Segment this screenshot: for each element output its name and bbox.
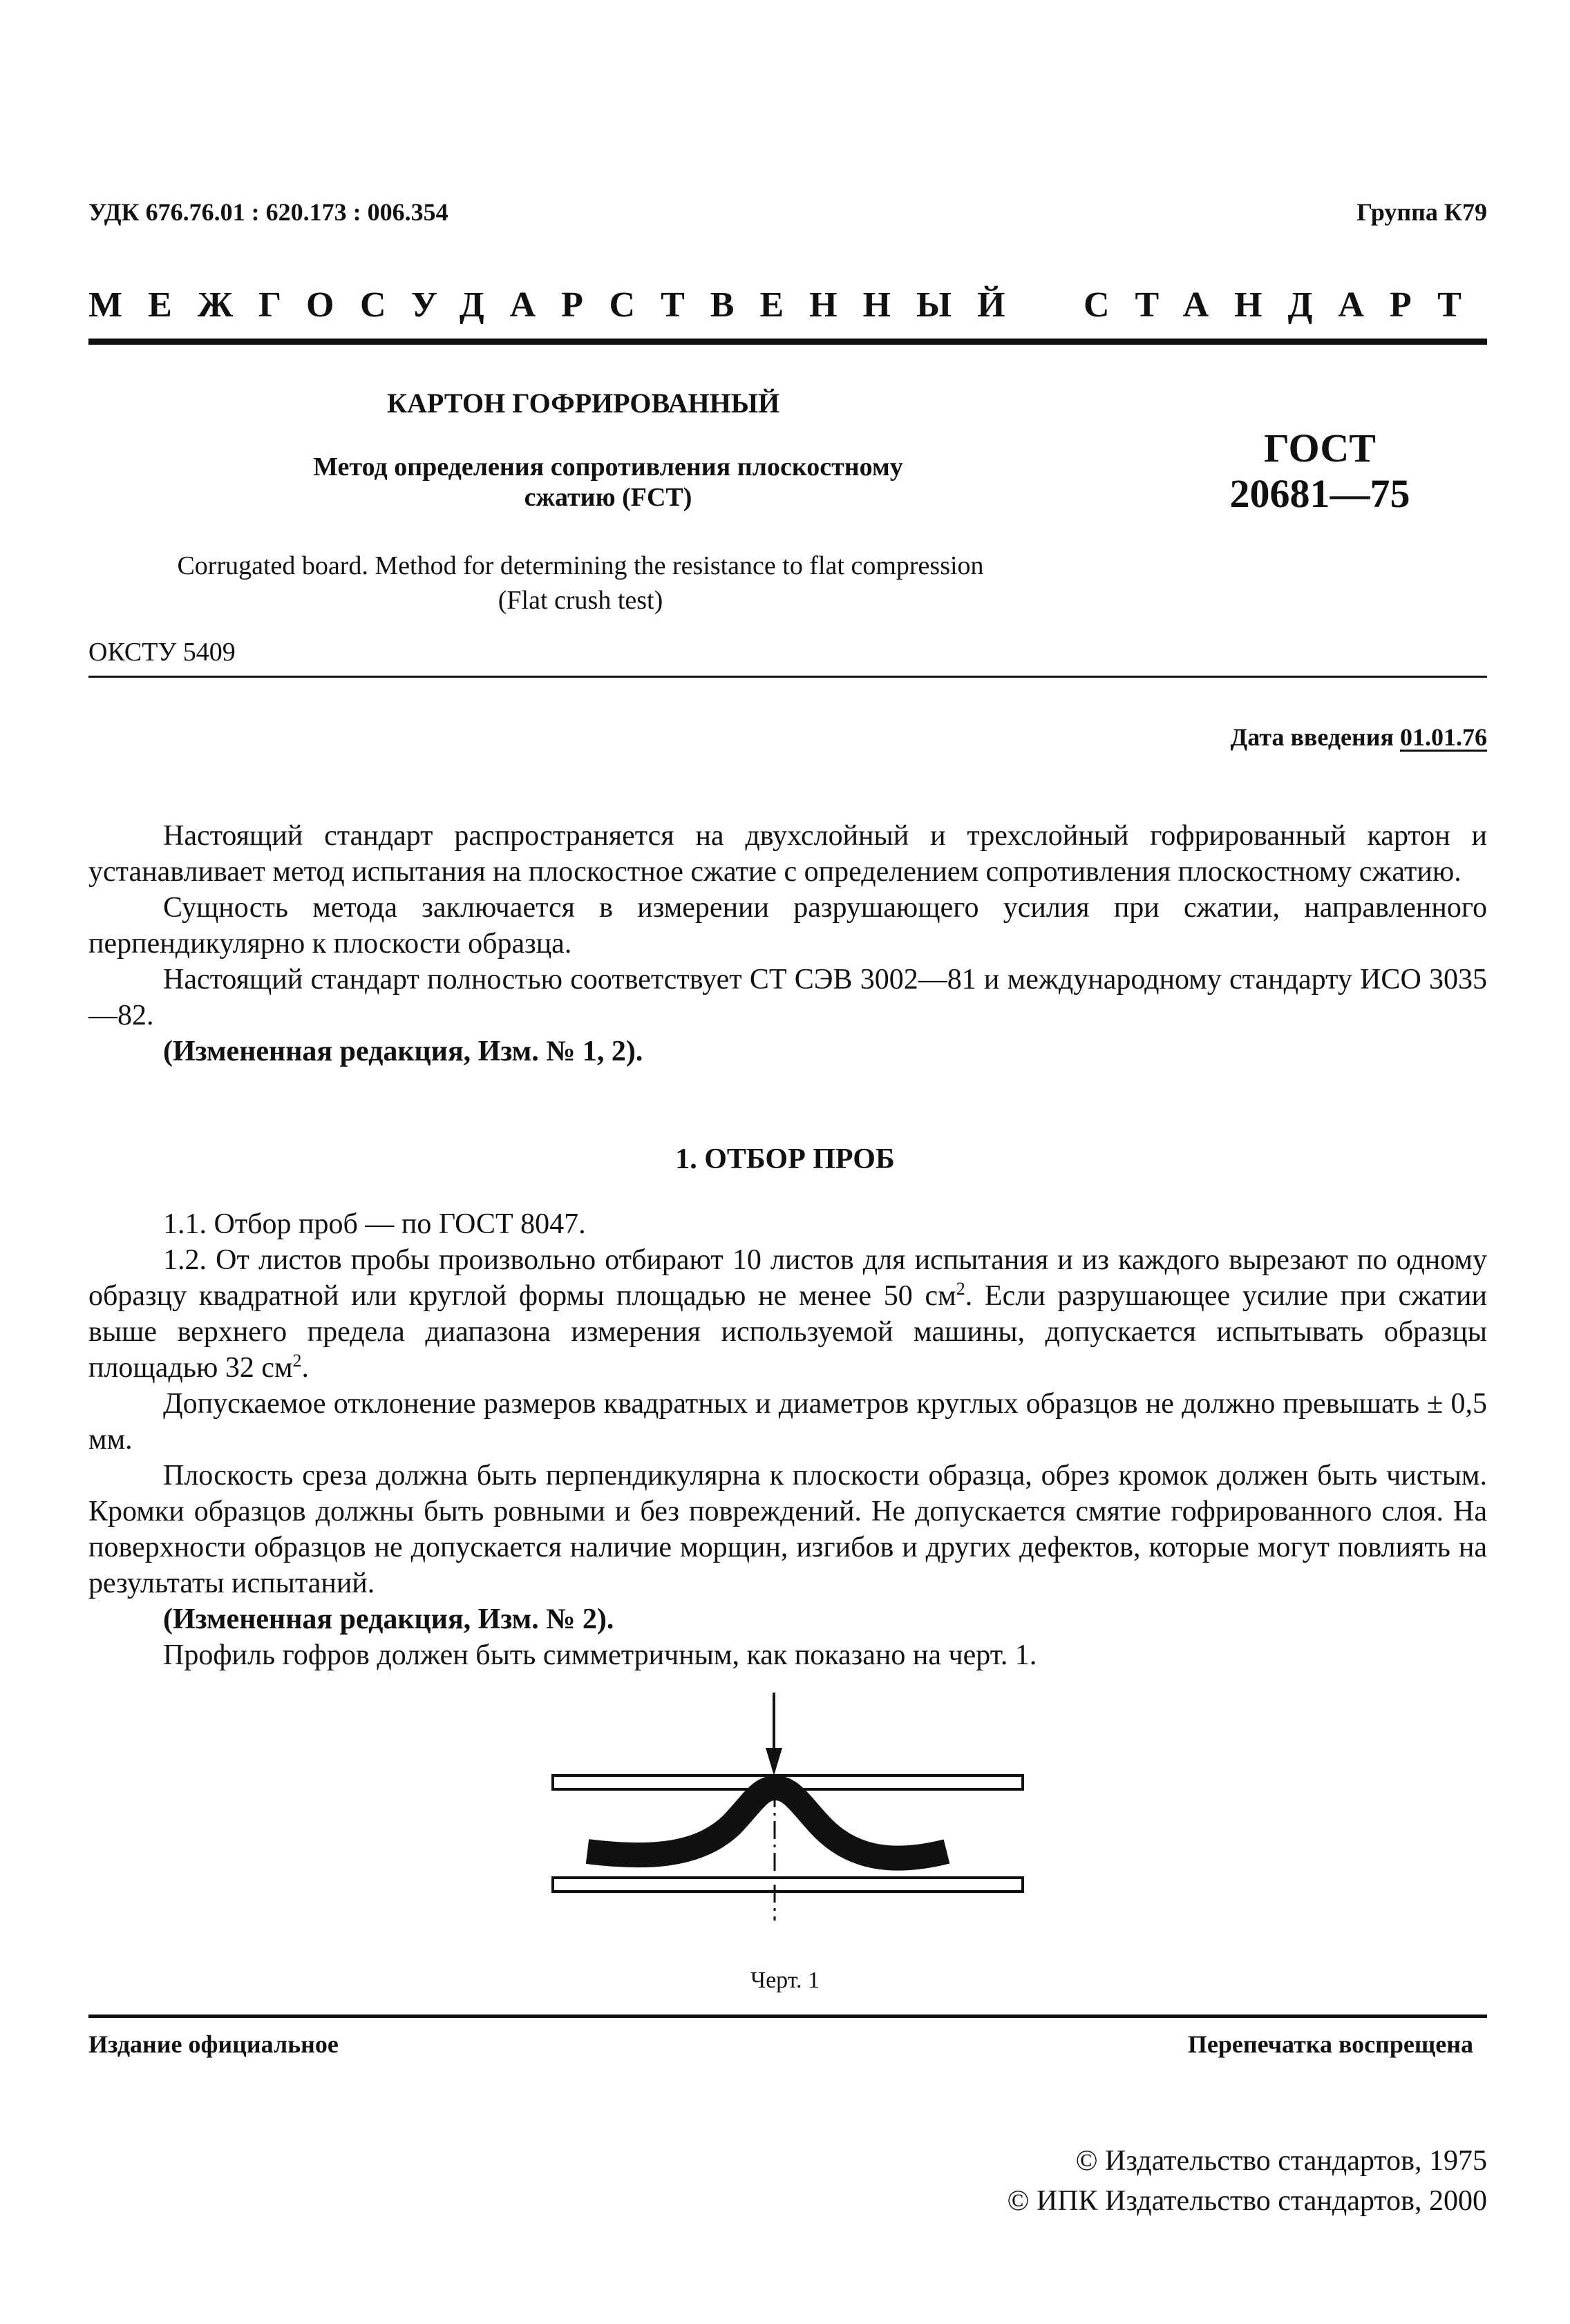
- english-line-1: Corrugated board. Method for determining the resistance to flat compression: [177, 551, 984, 580]
- section-heading: 1. ОТБОР ПРОБ: [675, 1143, 895, 1175]
- clause-1-1: 1.1. Отбор проб — по ГОСТ 8047.: [163, 1208, 586, 1240]
- english-title: [97, 549, 1064, 618]
- okstu-code: ОКСТУ 5409: [88, 638, 236, 667]
- date-label: Дата введения: [1230, 723, 1394, 751]
- intro-paragraph-1: Настоящий стандарт распространяется на двухслойный и трехслойный гофрированный картон и устанавливает метод испытания на плоскостное сжатие с определением сопротивления плоскостному сжатию.: [88, 820, 1487, 888]
- date-value: 01.01.76: [1400, 723, 1487, 751]
- method-line-1: Метод определения сопротивления плоскостному: [313, 453, 903, 482]
- tolerance-paragraph: Допускаемое отклонение размеров квадратных и диаметров круглых образцов не должно превышать ± 0,5 мм.: [88, 1388, 1487, 1456]
- title-rule: [88, 676, 1487, 678]
- lower-plate: [553, 1878, 1023, 1892]
- introduction-date: [1231, 723, 1488, 752]
- banner-word-standard: СТАНДАРТ: [1083, 285, 1487, 325]
- banner-word-interstate: МЕЖГОСУДАРСТВЕННЫЙ: [88, 285, 1031, 325]
- intro-text: [88, 818, 1487, 1069]
- gost-number: [1216, 426, 1424, 517]
- cut-quality-paragraph: Плоскость среза должна быть перпендикулярна к плоскости образца, обрез кромок должен быть чистым. Кромки образцов должны быть ровными и без повреждений. Не допускается смятие гофрированного слоя. На поверхности образцов не допускается наличие морщин, изгибов и других дефектов, которые могут повлиять на результаты испытаний.: [88, 1460, 1487, 1599]
- intro-paragraph-2: Сущность метода заключается в измерении разрушающего усилия при сжатии, направленного перпендикулярно к плоскости образца.: [88, 892, 1487, 960]
- amendment-note-2: (Измененная редакция, Изм. № 2).: [163, 1603, 614, 1635]
- group-code: Группа К79: [1356, 198, 1487, 226]
- header-rule: [88, 339, 1487, 345]
- method-title: [263, 452, 954, 513]
- udk-code: УДК 676.76.01 : 620.173 : 006.354: [88, 198, 448, 226]
- force-arrow-head: [766, 1748, 782, 1775]
- footer-rule: [88, 2015, 1487, 2018]
- profile-paragraph: Профиль гофров должен быть симметричным, как показано на черт. 1.: [163, 1639, 1037, 1671]
- official-edition-label: Издание официальное: [88, 2030, 339, 2058]
- corrugated-flute: [587, 1788, 947, 1858]
- english-line-2: (Flat crush test): [498, 586, 663, 615]
- reprint-prohibited-label: Перепечатка воспрещена: [1187, 2030, 1473, 2058]
- amendment-note-1: (Измененная редакция, Изм. № 1, 2).: [163, 1036, 643, 1067]
- section-1-text: [88, 1206, 1487, 1673]
- flute-compression-diagram: [539, 1686, 1037, 1948]
- method-line-2: сжатию (FCT): [524, 483, 692, 512]
- gost-label: ГОСТ: [1264, 426, 1376, 470]
- copyright-2000: © ИПК Издательство стандартов, 2000: [1007, 2185, 1487, 2217]
- document-title: КАРТОН ГОФРИРОВАННЫЙ: [387, 388, 780, 419]
- gost-code: 20681—75: [1229, 471, 1410, 516]
- copyright-1975: © Издательство стандартов, 1975: [1075, 2145, 1487, 2177]
- figure-caption: Черт. 1: [750, 1968, 820, 1993]
- intro-paragraph-3: Настоящий стандарт полностью соответствует СТ СЭВ 3002—81 и международному стандарту ИСО 3035—82.: [88, 964, 1487, 1031]
- clause-1-2: 1.2. От листов пробы произвольно отбирают 10 листов для испытания и из каждого вырезают по одному образцу квадратной или круглой формы площадью не менее 50 $см^2$. Если разрушающее усилие при сжатии выше верхнего предела диапазона измерения используемой машины, допускается испытывать образцы площадью 32 $см^2$.: [88, 1244, 1487, 1384]
